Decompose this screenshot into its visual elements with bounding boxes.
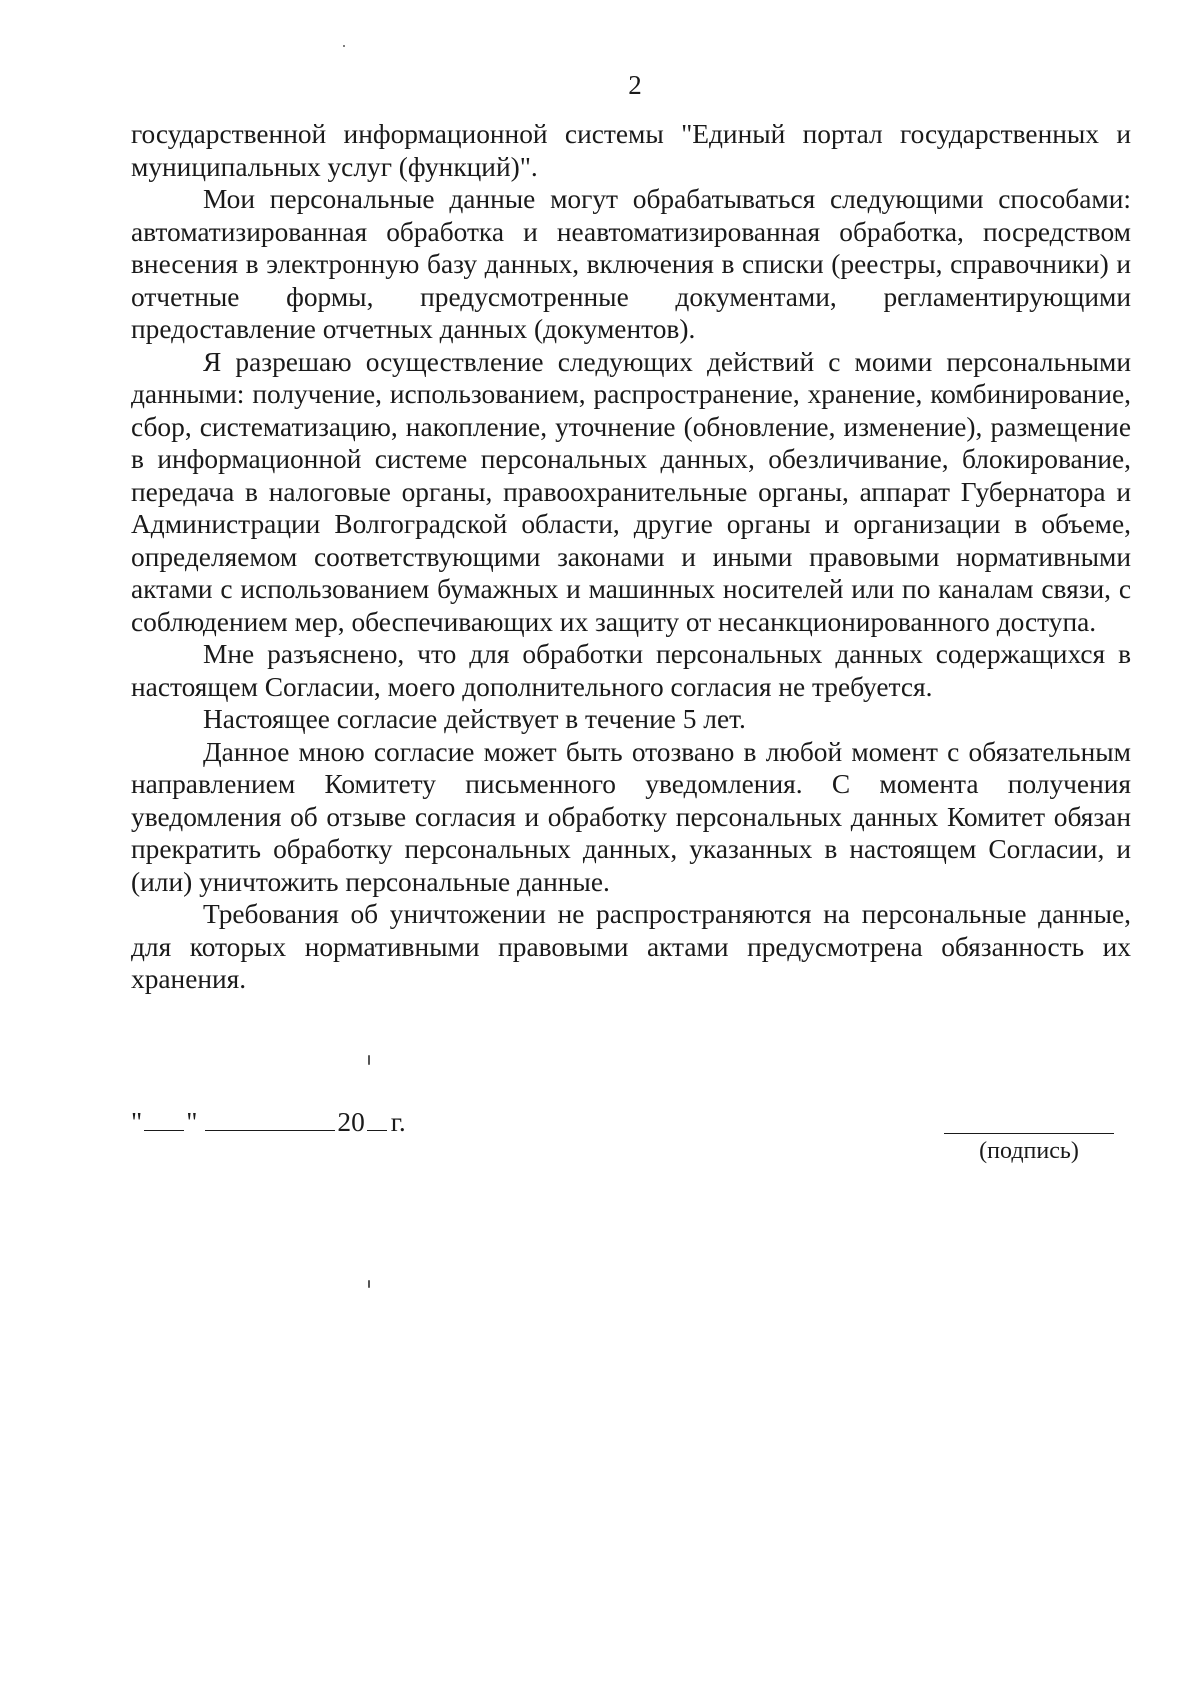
- date-day-blank[interactable]: [144, 1108, 184, 1131]
- paragraph-permitted-actions: Я разрешаю осуществление следующих действий с моими персональными данными: получение, использованием, распространение, хранение, комбинирование, сбор, систематизацию, накопление, уточнение (обновление, изменение), размещение в информационной системе персональных данных, обезличивание, блокирование, передача в налоговые органы, правоохранительные органы, аппарат Губернатора и Администрации Волгоградской области, другие органы и организации в объеме, определяемом соответствующими законами и иными правовыми нормативными актами с использованием бумажных и машинных носителей или по каналам связи, с соблюдением мер, обеспечивающих их защиту от несанкционированного доступа.: [131, 346, 1131, 637]
- date-field: [131, 1106, 406, 1138]
- paragraph-processing-methods: Мои персональные данные могут обрабатываться следующими способами: автоматизированная обработка и неавтоматизированная обработка, посредством внесения в электронную базу данных, включения в списки (реестры, справочники) и отчетные формы, предусмотренные документами, регламентирующими предоставление отчетных данных (документов).: [131, 184, 1131, 344]
- scan-speck: [368, 1280, 370, 1288]
- date-open-quote: ": [131, 1107, 143, 1137]
- paragraph-destruction-exceptions: Требования об уничтожении не распространяются на персональные данные, для которых нормативными правовыми актами предусмотрена обязанность их хранения.: [131, 899, 1131, 994]
- date-year-blank[interactable]: [367, 1108, 387, 1131]
- paragraph-revocation: Данное мною согласие может быть отозвано в любой момент с обязательным направлением Комитету письменного уведомления. С момента получения уведомления об отзыве согласия и обработку персональных данных Комитет обязан прекратить обработку персональных данных, указанных в настоящем Согласии, и (или) уничтожить персональные данные.: [131, 736, 1131, 897]
- paragraph-portal-reference: государственной информационной системы "Единый портал государственных и муниципальных услуг (функций)".: [131, 119, 1131, 182]
- date-close-quote: ": [186, 1107, 198, 1137]
- scan-speck: [343, 45, 345, 47]
- page-number: 2: [628, 70, 642, 100]
- paragraph-no-additional-consent: Мне разъяснено, что для обработки персональных данных содержащихся в настоящем Согласии, моего дополнительного согласия не требуется.: [131, 639, 1131, 702]
- signature-caption: (подпись): [979, 1138, 1079, 1164]
- date-year-prefix: 20: [337, 1107, 365, 1137]
- document-body: [131, 118, 1131, 996]
- date-month-blank[interactable]: [205, 1108, 335, 1131]
- paragraph-validity-period: Настоящее согласие действует в течение 5 лет.: [203, 704, 746, 734]
- scan-speck: [368, 1055, 370, 1065]
- signature-line[interactable]: [944, 1133, 1114, 1134]
- date-year-suffix: г.: [390, 1107, 406, 1137]
